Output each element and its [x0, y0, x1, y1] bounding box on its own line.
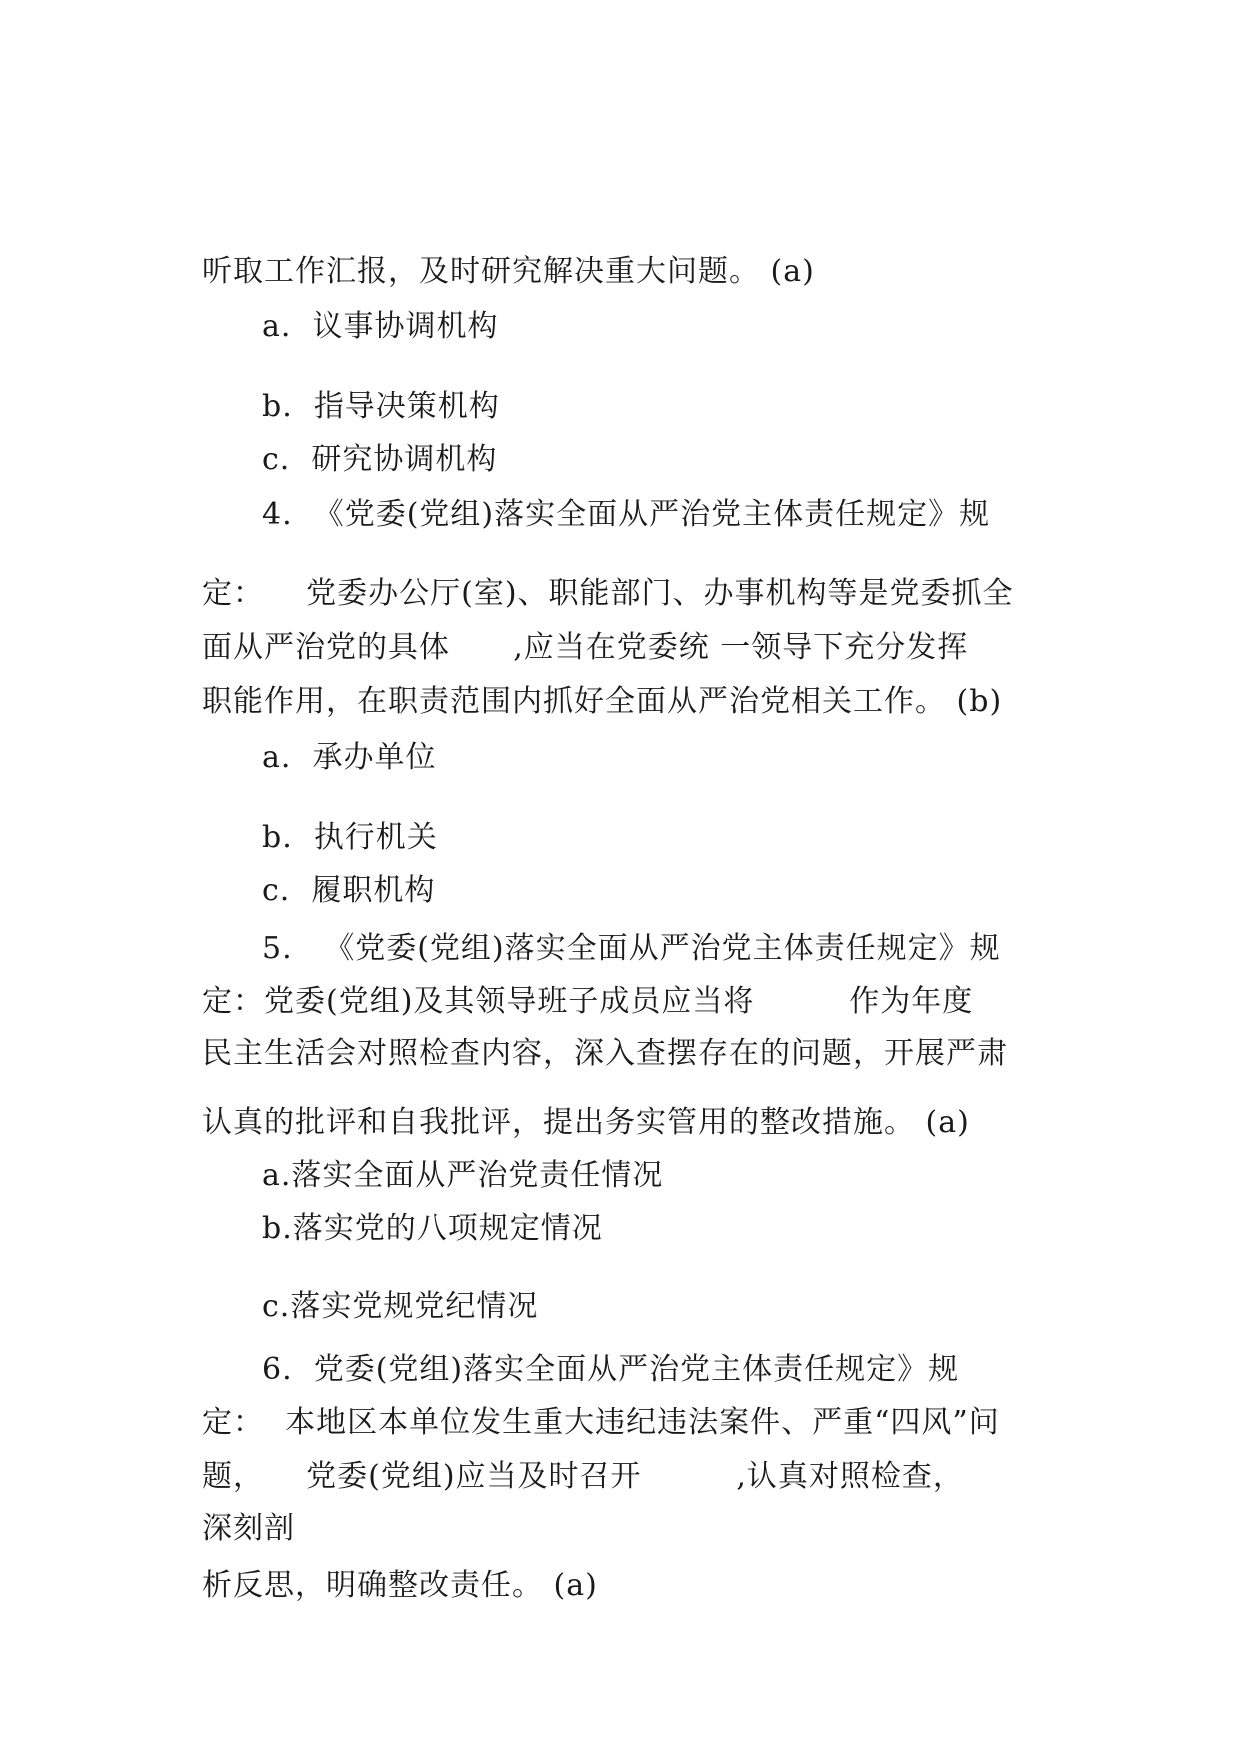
option-b: b. 执行机关 [262, 820, 438, 855]
question-6: 6. 党委(党组)落实全面从严治党主体责任规定》规 [262, 1352, 960, 1387]
text-line: 职能作用，在职责范围内抓好全面从严治党相关工作。 (b) [202, 684, 1003, 719]
text-line: 定：党委(党组)及其领导班子成员应当将 作为年度 [202, 984, 974, 1019]
option-a: a.落实全面从严治党责任情况 [262, 1158, 664, 1193]
option-b: b.落实党的八项规定情况 [262, 1211, 603, 1246]
text-line: 析反思，明确整改责任。 (a) [202, 1568, 598, 1603]
text-line: 题， 党委(党组)应当及时召开 ,认真对照检查， [202, 1459, 964, 1494]
text-line: 定： 党委办公厅(室)、职能部门、办事机构等是党委抓全 [202, 576, 1014, 611]
option-c: c. 履职机构 [262, 873, 436, 908]
option-a: a. 承办单位 [262, 740, 437, 775]
text-line: 定： 本地区本单位发生重大违纪违法案件、严重“四风”问 [202, 1405, 1000, 1440]
text-line: 认真的批评和自我批评，提出务实管用的整改措施。 (a) [202, 1105, 970, 1140]
question-5: 5. 《党委(党组)落实全面从严治党主体责任规定》规 [262, 931, 1001, 966]
option-c: c.落实党规党纪情况 [262, 1289, 539, 1324]
option-c: c. 研究协调机构 [262, 442, 498, 477]
text-line: 面从严治党的具体 ,应当在党委统 一领导下充分发挥 [202, 630, 969, 665]
question-4: 4. 《党委(党组)落实全面从严治党主体责任规定》规 [262, 497, 991, 532]
text-line: 深刻剖 [202, 1511, 295, 1546]
option-b: b. 指导决策机构 [262, 389, 500, 424]
option-a: a. 议事协调机构 [262, 309, 499, 344]
text-line: 听取工作汇报，及时研究解决重大问题。 (a) [202, 254, 815, 289]
text-line: 民主生活会对照检查内容，深入查摆存在的问题，开展严肃 [202, 1036, 1008, 1071]
